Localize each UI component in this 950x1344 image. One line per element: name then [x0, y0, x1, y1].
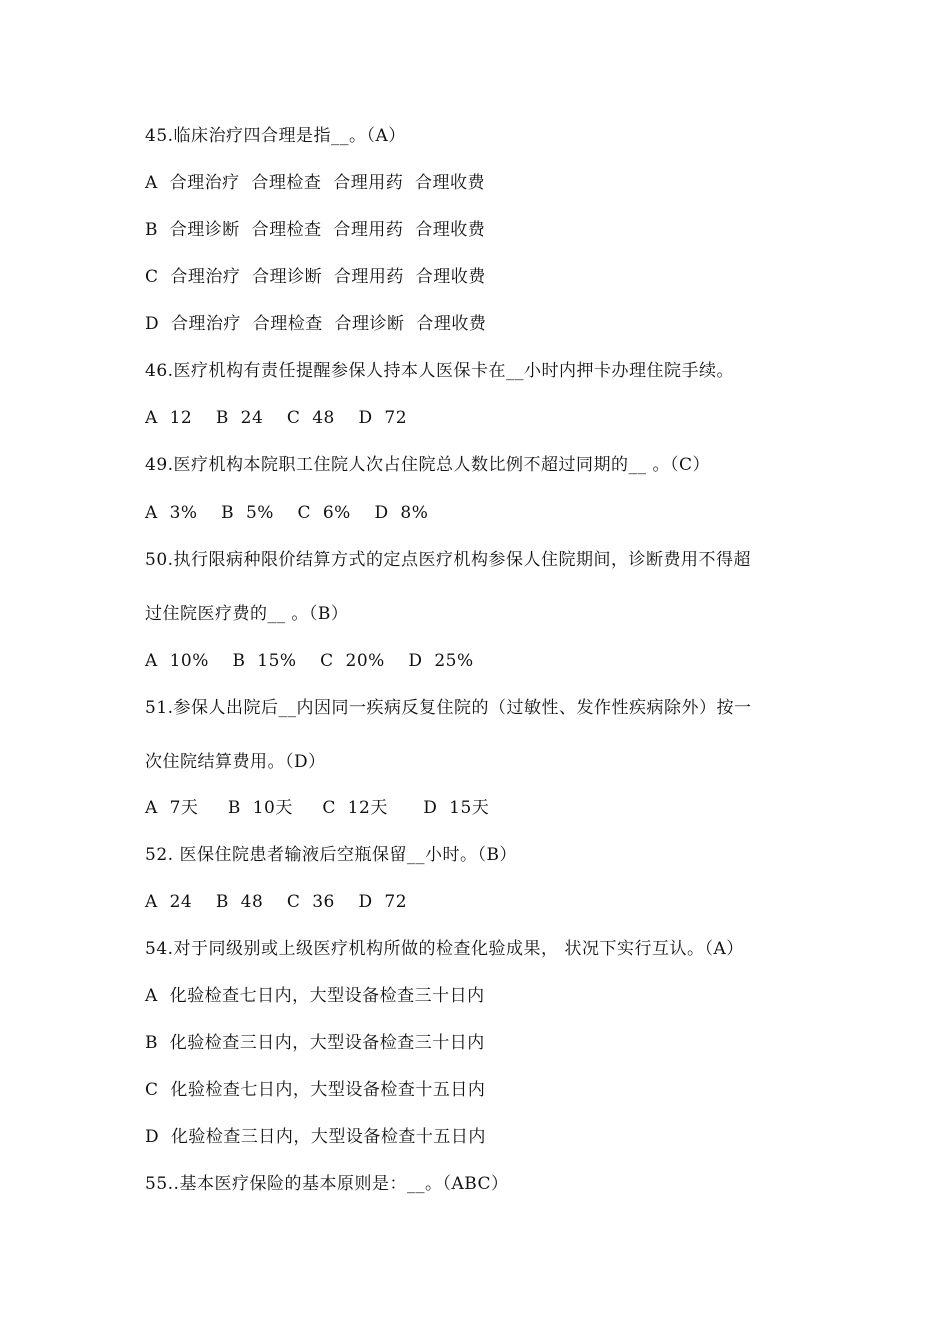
- options-51: A 7天 B 10天 C 12天 D 15天: [145, 798, 490, 818]
- question-52: 52. 医保住院患者输液后空瓶保留__小时。（B）: [145, 845, 517, 865]
- option-45-b: B 合理诊断 合理检查 合理用药 合理收费: [145, 220, 486, 240]
- option-45-d: D 合理治疗 合理检查 合理诊断 合理收费: [145, 314, 487, 334]
- question-51-line-1: 51.参保人出院后__内因同一疾病反复住院的（过敏性、发作性疾病除外）按一: [145, 698, 752, 718]
- option-54-c: C 化验检查七日内，大型设备检查十五日内: [145, 1080, 486, 1100]
- question-49: 49.医疗机构本院职工住院人次占住院总人数比例不超过同期的__ 。（C）: [145, 455, 710, 475]
- question-55: 55..基本医疗保险的基本原则是：__。（ABC）: [145, 1174, 509, 1194]
- question-50-line-1: 50.执行限病种限价结算方式的定点医疗机构参保人住院期间，诊断费用不得超: [145, 550, 752, 570]
- question-50-line-2: 过住院医疗费的__ 。（B）: [145, 604, 349, 624]
- option-54-d: D 化验检查三日内，大型设备检查十五日内: [145, 1127, 486, 1147]
- option-54-a: A 化验检查七日内，大型设备检查三十日内: [145, 986, 485, 1006]
- question-46: 46.医疗机构有责任提醒参保人持本人医保卡在__小时内押卡办理住院手续。: [145, 361, 735, 381]
- question-51-line-2: 次住院结算费用。（D）: [145, 752, 326, 772]
- question-45: 45.临床治疗四合理是指__。（A）: [145, 126, 406, 146]
- options-49: A 3% B 5% C 6% D 8%: [145, 503, 429, 523]
- option-54-b: B 化验检查三日内，大型设备检查三十日内: [145, 1033, 485, 1053]
- option-45-c: C 合理治疗 合理诊断 合理用药 合理收费: [145, 267, 486, 287]
- options-50: A 10% B 15% C 20% D 25%: [145, 651, 474, 671]
- options-46: A 12 B 24 C 48 D 72: [145, 408, 408, 428]
- option-45-a: A 合理治疗 合理检查 合理用药 合理收费: [145, 173, 486, 193]
- question-54: 54.对于同级别或上级医疗机构所做的检查化验成果， 状况下实行互认。（A）: [145, 939, 744, 959]
- options-52: A 24 B 48 C 36 D 72: [145, 892, 408, 912]
